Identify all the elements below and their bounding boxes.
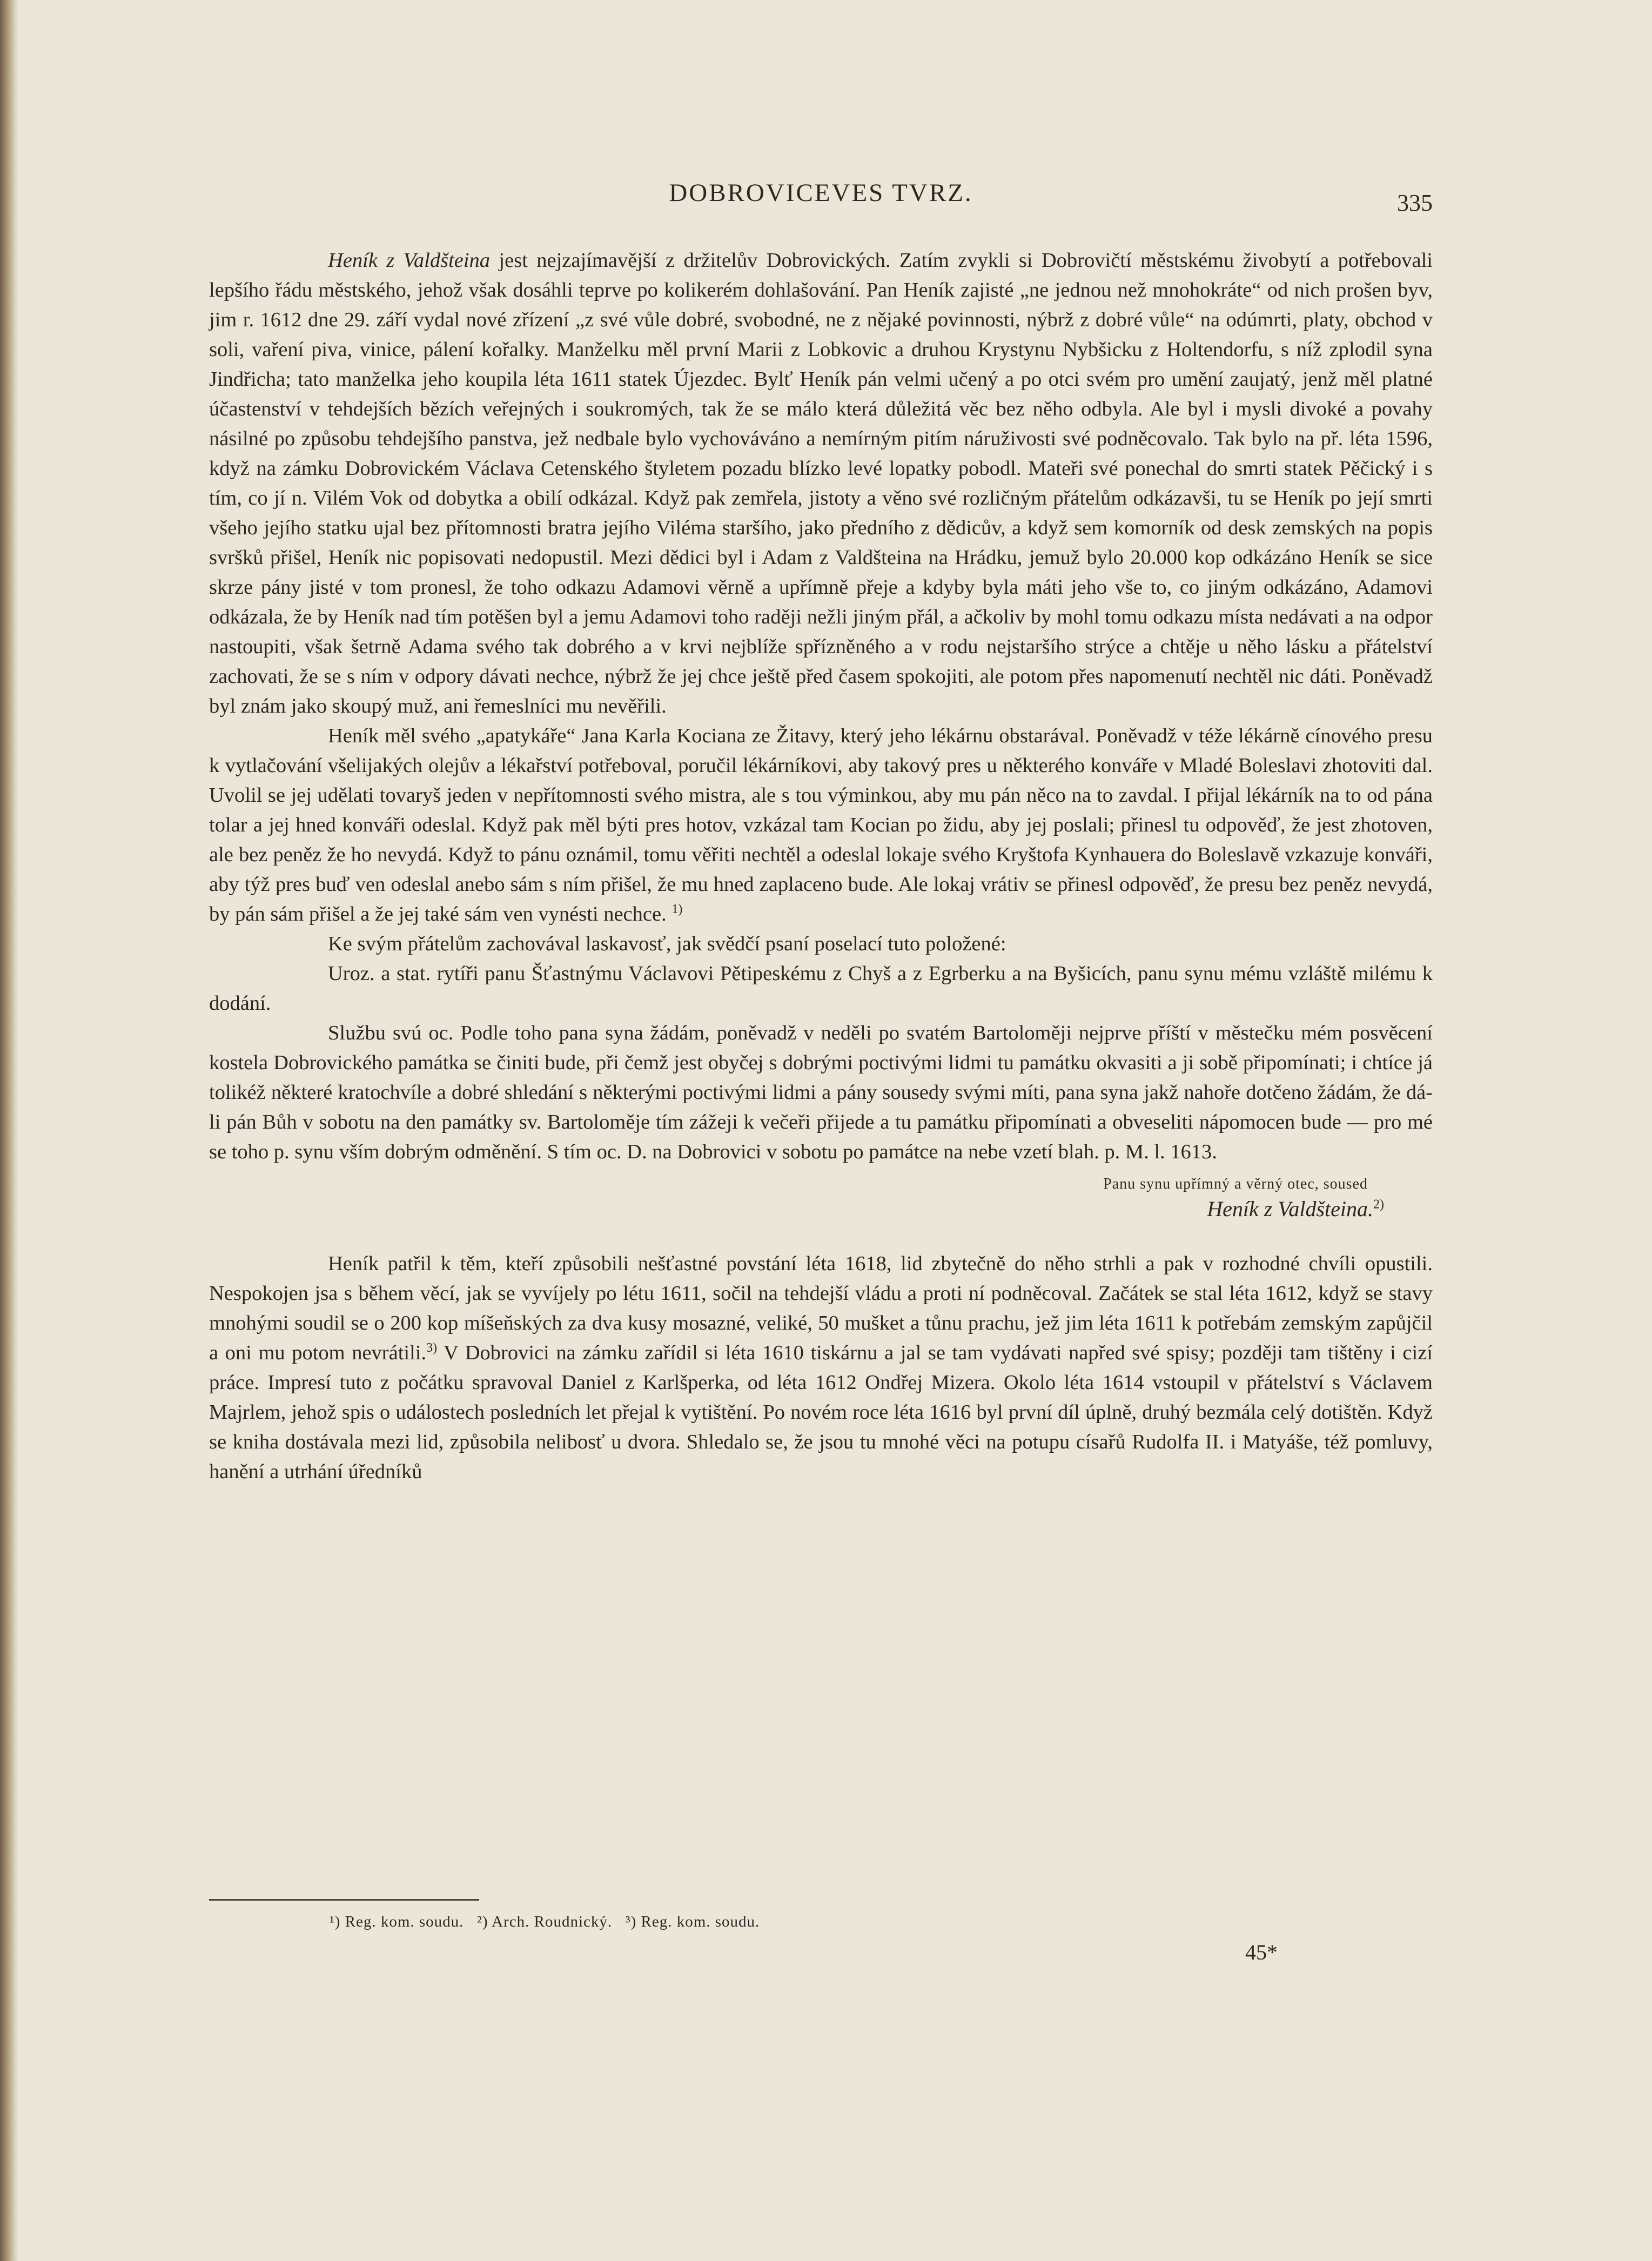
footnotes: ¹) Reg. kom. soudu. ²) Arch. Roudnický. ³) Reg. kom. soudu. <box>330 1913 760 1930</box>
paragraph-4: Uroz. a stat. rytíři panu Šťastnýmu Václavovi Pětipeskému z Chyš a z Egrberku a na Byšicích, panu synu mému vzláště milému k dodání. <box>209 962 1433 1015</box>
paragraph-1-lead: Heník z Valdšteina <box>328 249 491 272</box>
paragraph-6-text-b: V Dobrovici na zámku zařídil si léta 1610 tiskárnu a jal se tam vydávati napřed své spisy; později tam tištěny i cizí práce. Impresí tuto z počátku spravoval Daniel z Karlšperka, od léta 1612 Ondřej Mizera. Okolo léta 1614 vstoupil v přátelství s Václavem Majrlem, jehož spis o událostech posledních let přejal k vytištění. Po novém roce léta 1616 byl první díl úplně, druhý bezmála celý dotištěn. Když se kniha dostávala mezi lid, způsobila nelibosť u dvora. Shledalo se, že jsou tu mnohé věci na potupu císařů Rudolfa II. i Matyáše, též pomluvy, hanění a utrhání úředníků <box>209 1341 1433 1483</box>
book-spine-edge <box>0 0 18 2261</box>
footnote-ref-1: 1) <box>671 902 683 917</box>
signature-line-2 <box>209 1195 1433 1223</box>
letter-signature <box>209 1173 1433 1223</box>
paragraph-3: Ke svým přátelům zachovával laskavosť, jak svědčí psaní poselací tuto položené: <box>328 932 1006 955</box>
signature-name: Heník z Valdšteina. <box>1207 1197 1373 1221</box>
paragraph-1 <box>209 246 1433 721</box>
paragraph-1-text: jest nejzajímavější z držitelův Dobrovických. Zatím zvykli si Dobrovičtí městskému živobytí a potřebovali lepšího řádu městského, jehož však dosáhli teprve po kolikerém dohlašování. Pan Heník zajisté „ne jednou než mnohokráte“ od nich prošen byv, jim r. 1612 dne 29. září vydal nové zřízení „z své vůle dobré, svobodné, ne z nějaké povinnosti, nýbrž z dobré vůle“ na odúmrti, platy, obchod v soli, vaření piva, vinice, pálení kořalky. Manželku měl první Marii z Lobkovic a druhou Krystynu Nybšicku z Holtendorfu, s níž zplodil syna Jindřicha; tato manželka jeho koupila léta 1611 statek Újezdec. Bylť Heník pán velmi učený a po otci svém pro umění zaujatý, jenž měl platné účastenství v tehdejších bězích veřejných i soukromých, tak že se málo která důležitá věc bez něho odbyla. Ale byl i mysli divoké a povahy násilné po způsobu tehdejšího panstva, jež nedbale bylo vychováváno a nemírným pitím náruživosti své podněcovalo. Tak bylo na př. léta 1596, když na zámku Dobrovickém Václava Cetenského štyletem pozadu blízko levé lopatky pobodl. Mateři své ponechal do smrti statek Pěčický i s tím, co jí n. Vilém Vok od dobytka a obilí odkázal. Když pak zemřela, jistoty a věno své rozličným přátelům odkázavši, tu se Heník po její smrti všeho jejího statku ujal bez přítomnosti bratra jejího Viléma staršího, jako předního z dědicův, a když sem komorník od desk zemských na popis svršků přišel, Heník nic popisovati nedopustil. Mezi dědici byl i Adam z Valdšteina na Hrádku, jemuž bylo 20.000 kop odkázáno Heník se sice skrze pány jisté v tom pronesl, že toho odkazu Adamovi věrně a upřímně přeje a kdyby byla máti jeho vše to, co jiným odkázáno, Adamovi odkázala, že by Heník nad tím potěšen byl a jemu Adamovi toho raději nežli jiným přál, a ačkoliv by mohl tomu odkazu místa nedávati a na odpor nastoupiti, však šetrně Adama svého tak dobrého a v krvi nejblíže spřízněného a v rodu nejstaršího strýce a chtěje u něho lásku a přátelství zachovati, že se s ním v odpory dávati nechce, nýbrž že jej chce ještě před časem spokojiti, ale potom přes napomenutí nechtěl nic dáti. Poněvadž byl znám jako skoupý muž, ani řemeslníci mu nevěřili. <box>209 249 1433 717</box>
footnote-ref-3: 3) <box>426 1341 438 1356</box>
running-head: DOBROVICEVES TVRZ. <box>669 179 973 207</box>
signature-line-1: Panu synu upřímný a věrný otec, soused <box>1103 1176 1368 1192</box>
footnote-divider <box>209 1899 479 1901</box>
paragraph-2 <box>209 721 1433 929</box>
footnote-ref-2: 2) <box>1373 1197 1384 1212</box>
page-body <box>209 246 1433 1487</box>
paragraph-6 <box>209 1249 1433 1487</box>
paragraph-5: Službu svú oc. Podle toho pana syna žádám, poněvadž v neděli po svatém Bartoloměji nejprve příští v městečku mém posvěcení kostela Dobrovického památka se činiti bude, při čemž jest obyčej s dobrými poctivými lidmi tu památku okvasiti a ji sobě připomínati; i chtíce já tolikéž některé kratochvíle a dobré shledání s některými poctivými lidmi a pány sousedy svými míti, pana syna jakž nahoře dotčeno žádám, že dá-li pán Bůh v sobotu na den památky sv. Bartoloměje tím zážeji k večeři přijede a tu památku připomínati a obveseliti nápomocen bude — pro mé se toho p. synu vším dobrým odměnění. S tím oc. D. na Dobrovici v sobotu po památce na nebe vzetí blah. p. M. l. 1613. <box>209 1022 1433 1163</box>
paragraph-2-text: Heník měl svého „apatykáře“ Jana Karla Kociana ze Žitavy, který jeho lékárnu obstarával. Poněvadž v téže lékárně cínového presu k vytlačování všelijakých olejův a lékařství potřeboval, poručil lékárníkovi, aby takový pres u některého konváře v Mladé Boleslavi zhotoviti dal. Uvolil se jej udělati tovaryš jeden v nepřítomnosti svého mistra, ale s tou výminkou, aby mu pán něco na to zavdal. I přijal lékárník na to od pána tolar a jej hned konváři odeslal. Když pak měl býti pres hotov, vzkázal tam Kocian po židu, aby jej poslali; přinesl tu odpověď, že jest zhotoven, ale bez peněz že ho nevydá. Když to pánu oznámil, tomu věřiti nechtěl a odeslal lokaje svého Kryštofa Kynhauera do Boleslavě vzkazuje konváři, aby týž pres buď ven odeslal anebo sám s ním přišel, že mu hned zaplaceno bude. Ale lokaj vrátiv se přinesl odpověď, že presu bez peněz nevydá, by pán sám přišel a že jej také sám ven vynésti nechce. <box>209 724 1433 925</box>
page-number: 335 <box>1397 190 1433 216</box>
paragraph-6-text-a: Heník patřil k těm, kteří způsobili nešťastné povstání léta 1618, lid zbytečně do něho strhli a pak v rozhodné chvíli opustili. Nespokojen jsa s během věcí, jak se vyvíjely po létu 1611, sočil na tehdejší vládu a proti ní podněcoval. Začátek se stal léta 1612, když se stavy mnohými soudil se o 200 kop míšeňských za dva kusy mosazné, veliké, 50 mušket a tůnu prachu, jež jim léta 1611 k potřebám zemským zapůjčil a oni mu potom nevrátili. <box>209 1252 1433 1364</box>
page-header <box>209 178 1433 222</box>
sheet-signature: 45* <box>1245 1940 1278 1964</box>
